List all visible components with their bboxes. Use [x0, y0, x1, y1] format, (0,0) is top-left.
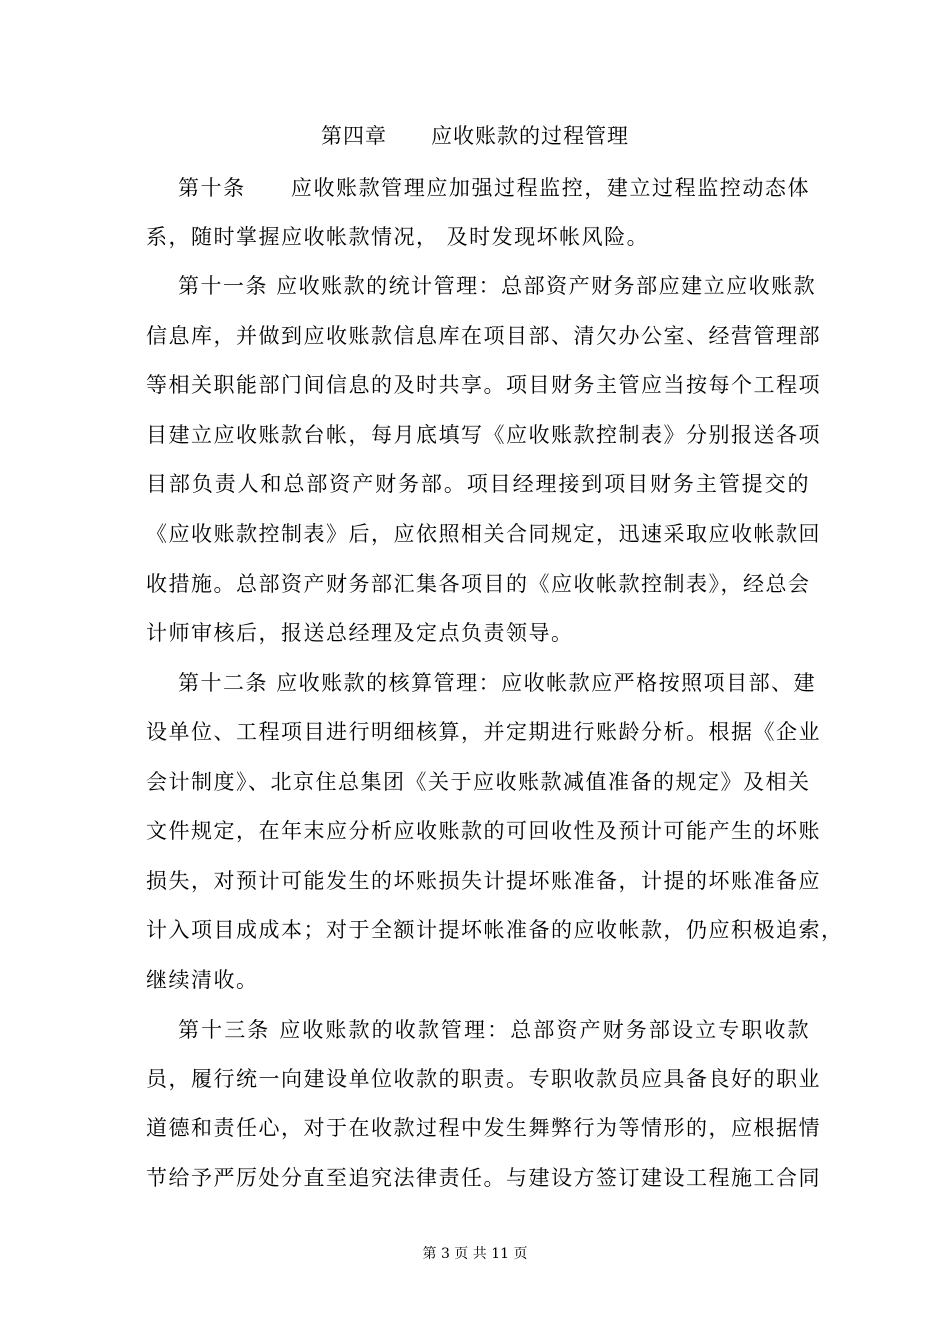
paragraph-line: 文件规定，在年末应分析应收账款的可回收性及预计可能产生的坏账: [146, 819, 821, 843]
paragraph-line: 第十一条 应收账款的统计管理：总部资产财务部应建立应收账款: [178, 274, 817, 298]
paragraph-line: 计入项目成成本；对于全额计提坏帐准备的应收帐款，仍应积极追索，: [146, 918, 844, 942]
paragraph-line: 信息库，并做到应收账款信息库在项目部、清欠办公室、经营管理部: [146, 324, 821, 348]
paragraph-line: 目建立应收账款台帐，每月底填写《应收账款控制表》分别报送各项: [146, 423, 821, 447]
paragraph-line: 设单位、工程项目进行明细核算，并定期进行账龄分析。根据《企业: [146, 720, 821, 744]
paragraph-line: 系，随时掌握应收帐款情况， 及时发现坏帐风险。: [146, 225, 650, 249]
paragraph-line: 员，履行统一向建设单位收款的职责。专职收款员应具备良好的职业: [146, 1067, 821, 1091]
chapter-name: 应收账款的过程管理: [431, 124, 629, 148]
paragraph-line: 损失，对预计可能发生的坏账损失计提坏账准备，计提的坏账准备应: [146, 869, 821, 893]
paragraph-line: 计师审核后，报送总经理及定点负责领导。: [146, 621, 574, 645]
paragraph-line: 第十二条 应收账款的核算管理：应收帐款应严格按照项目部、建: [178, 671, 817, 695]
paragraph-line: 收措施。总部资产财务部汇集各项目的《应收帐款控制表》，经总会: [146, 572, 811, 596]
paragraph-line: 等相关职能部门间信息的及时共享。项目财务主管应当按每个工程项: [146, 373, 821, 397]
paragraph-line: 节给予严厉处分直至追究法律责任。与建设方签订建设工程施工合同: [146, 1166, 821, 1190]
chapter-number: 第四章: [321, 124, 387, 148]
paragraph-line: 继续清收。: [146, 968, 259, 992]
paragraph-line: 道德和责任心，对于在收款过程中发生舞弊行为等情形的，应根据情: [146, 1116, 821, 1140]
paragraph-line: 第十条 应收账款管理应加强过程监控，建立过程监控动态体: [178, 176, 810, 200]
page-footer: 第 3 页 共 11 页: [422, 1246, 528, 1262]
paragraph-line: 目部负责人和总部资产财务部。项目经理接到项目财务主管提交的: [146, 472, 810, 496]
paragraph-line: 《应收账款控制表》后，应依照相关合同规定，迅速采取应收帐款回: [146, 522, 821, 546]
paragraph-line: 第十三条 应收账款的收款管理：总部资产财务部设立专职收款: [178, 1018, 810, 1042]
chapter-title: [0, 118, 950, 154]
paragraph-line: 会计制度》、北京住总集团《关于应收账款减值准备的规定》及相关: [146, 770, 811, 794]
